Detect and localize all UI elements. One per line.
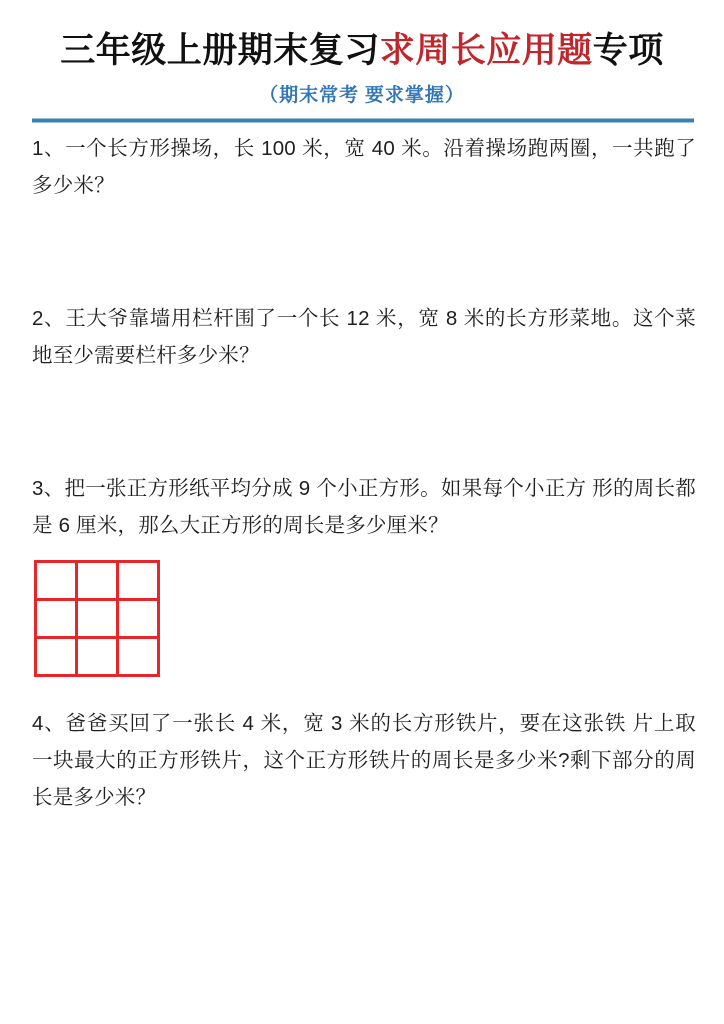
grid-cell	[37, 639, 78, 677]
figure-container	[34, 560, 696, 677]
page-subtitle: （期末常考 要求掌握）	[259, 84, 465, 106]
questions-area	[32, 130, 696, 816]
answer-space-2	[32, 374, 696, 470]
title-segment-black-leading: 三年级上册期末复习	[60, 31, 380, 70]
grid-cell	[37, 563, 78, 601]
question-number-2: 2、	[32, 307, 66, 330]
question-text-3: 把一张正方形纸平均分成 9 个小正方形。如果每个小正方 形的周长都是 6 厘米，那么大正方形的周长是多少厘米？	[32, 477, 696, 537]
question-number-3: 3、	[32, 477, 65, 500]
page-title	[28, 30, 696, 73]
question-item-2	[32, 300, 696, 374]
grid-cell	[119, 563, 160, 601]
title-block	[0, 30, 724, 107]
title-segment-black-trailing: 专项	[592, 31, 664, 70]
question-text-1: 一个长方形操场，长 100 米，宽 40 米。沿着操场跑两圈，一共跑了多少米？	[32, 137, 696, 197]
question-text-4: 爸爸买回了一张长 4 米，宽 3 米的长方形铁片，要在这张铁 片上取一块最大的正方形铁片，这个正方形铁片的周长是多少米?剩下部分的周长是多少米？	[32, 712, 696, 809]
grid-cell	[37, 601, 78, 639]
question-item-4	[32, 705, 696, 816]
question-item-1	[32, 130, 696, 204]
question-number-1: 1、	[32, 137, 66, 160]
title-segment-red: 求周长应用题	[379, 31, 593, 70]
question-number-4: 4、	[32, 712, 66, 735]
answer-space-1	[32, 204, 696, 300]
figure-spacer-top	[32, 544, 696, 560]
answer-space-3	[32, 677, 696, 705]
grid-cell	[119, 639, 160, 677]
question-item-3	[32, 470, 696, 544]
grid-cell	[78, 601, 119, 639]
grid-cell	[119, 601, 160, 639]
grid-cell	[78, 563, 119, 601]
header-divider-rule	[32, 118, 694, 123]
grid-cell	[78, 639, 119, 677]
square-grid-figure	[34, 560, 160, 677]
question-text-2: 王大爷靠墙用栏杆围了一个长 12 米，宽 8 米的长方形菜地。这个菜地至少需要栏杆多少米？	[32, 307, 696, 367]
